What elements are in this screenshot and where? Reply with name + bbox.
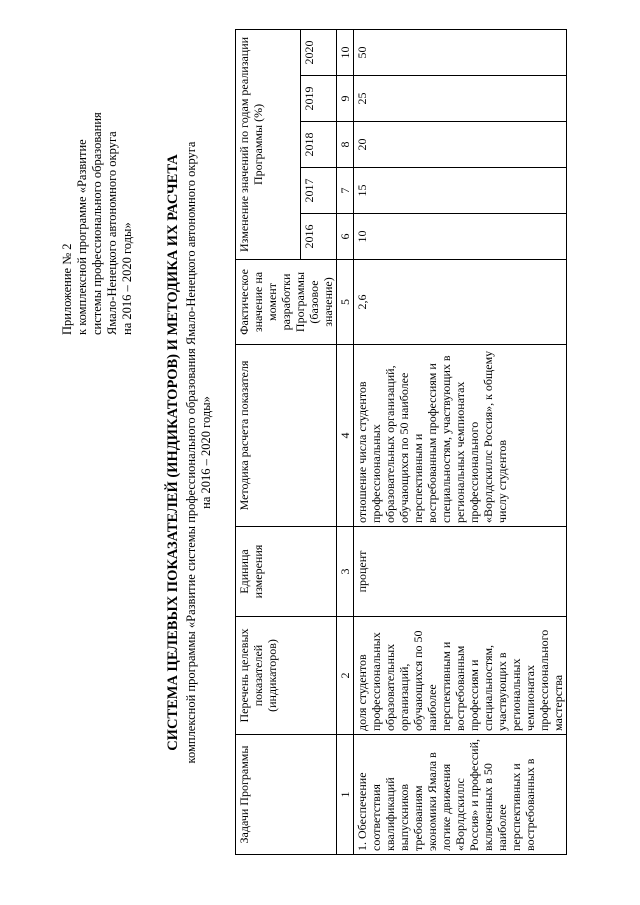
- header-method: Методика расчета показателя: [236, 345, 337, 527]
- document-subtitle-years: на 2016 – 2020 годы»: [199, 396, 213, 509]
- year-2016: 2016: [301, 214, 337, 260]
- value-2019-cell: 25: [354, 76, 567, 122]
- appendix-line: Приложение № 2: [60, 243, 74, 335]
- appendix-line: к комплексной программе «Развитие: [75, 139, 89, 335]
- header-tasks: Задачи Программы: [236, 735, 337, 855]
- year-2020: 2020: [301, 29, 337, 75]
- table-row: [354, 29, 567, 854]
- unit-cell: процент: [354, 527, 567, 617]
- year-2017: 2017: [301, 168, 337, 214]
- indicator-cell: доля студентов профессиональных образовательных организаций, обучающихся по 50 наиболее перспективным и востребованным профессиям и специальностям, участвующих в региональных чемпионатах профессионального мастерства: [354, 617, 567, 735]
- value-2018-cell: 20: [354, 122, 567, 168]
- appendix-line: системы профессионального образования: [90, 112, 104, 335]
- year-2019: 2019: [301, 76, 337, 122]
- column-number: 10: [337, 29, 354, 75]
- value-2017-cell: 15: [354, 168, 567, 214]
- header-indicators: Перечень целевых показателей (индикаторов): [236, 617, 337, 735]
- year-2018: 2018: [301, 122, 337, 168]
- column-number: 7: [337, 168, 354, 214]
- header-unit: Единица измерения: [236, 527, 337, 617]
- appendix-line: Ямало-Ненецкого автономного округа: [105, 131, 119, 335]
- method-cell: отношение числа студентов профессиональных образовательных организаций, обучающихся по 50 наиболее перспективным и востребованным профессиям и специальностям, участвующих в региональных чемпионатах профессионального «Ворлдскиллс Россия», к общему числу студентов: [354, 345, 567, 527]
- column-number: 1: [337, 735, 354, 855]
- value-2020-cell: 50: [354, 29, 567, 75]
- header-actual: Фактическое значение на момент разработки Программы (базовое значение): [236, 260, 337, 345]
- header-row: [236, 29, 301, 854]
- header-change: Изменение значений по годам реализации Программы (%): [236, 29, 301, 259]
- column-number: 6: [337, 214, 354, 260]
- column-number: 4: [337, 345, 354, 527]
- appendix-line: на 2016 – 2020 годы»: [120, 222, 134, 335]
- column-numbers-row: [337, 29, 354, 854]
- column-number: 9: [337, 76, 354, 122]
- appendix-note: [60, 35, 135, 335]
- value-2016-cell: 10: [354, 214, 567, 260]
- document-title: СИСТЕМА ЦЕЛЕВЫХ ПОКАЗАТЕЛЕЙ (ИНДИКАТОРОВ) И МЕТОДИКА ИХ РАСЧЕТА: [165, 154, 181, 751]
- column-number: 2: [337, 617, 354, 735]
- indicators-table: [235, 29, 567, 855]
- actual-value-cell: 2,6: [354, 260, 567, 345]
- task-cell: 1. Обеспечение соответствия квалификаций выпускников требованиям экономики Ямала в логике движения «Ворлдскиллс Россия» и профессий, включенных в 50 наиболее перспективных и востребованных в: [354, 735, 567, 855]
- column-number: 8: [337, 122, 354, 168]
- document-subtitle: комплексной программы «Развитие системы профессионального образования Ямало-Ненецкого автономного округа: [184, 141, 198, 764]
- column-number: 5: [337, 260, 354, 345]
- column-number: 3: [337, 527, 354, 617]
